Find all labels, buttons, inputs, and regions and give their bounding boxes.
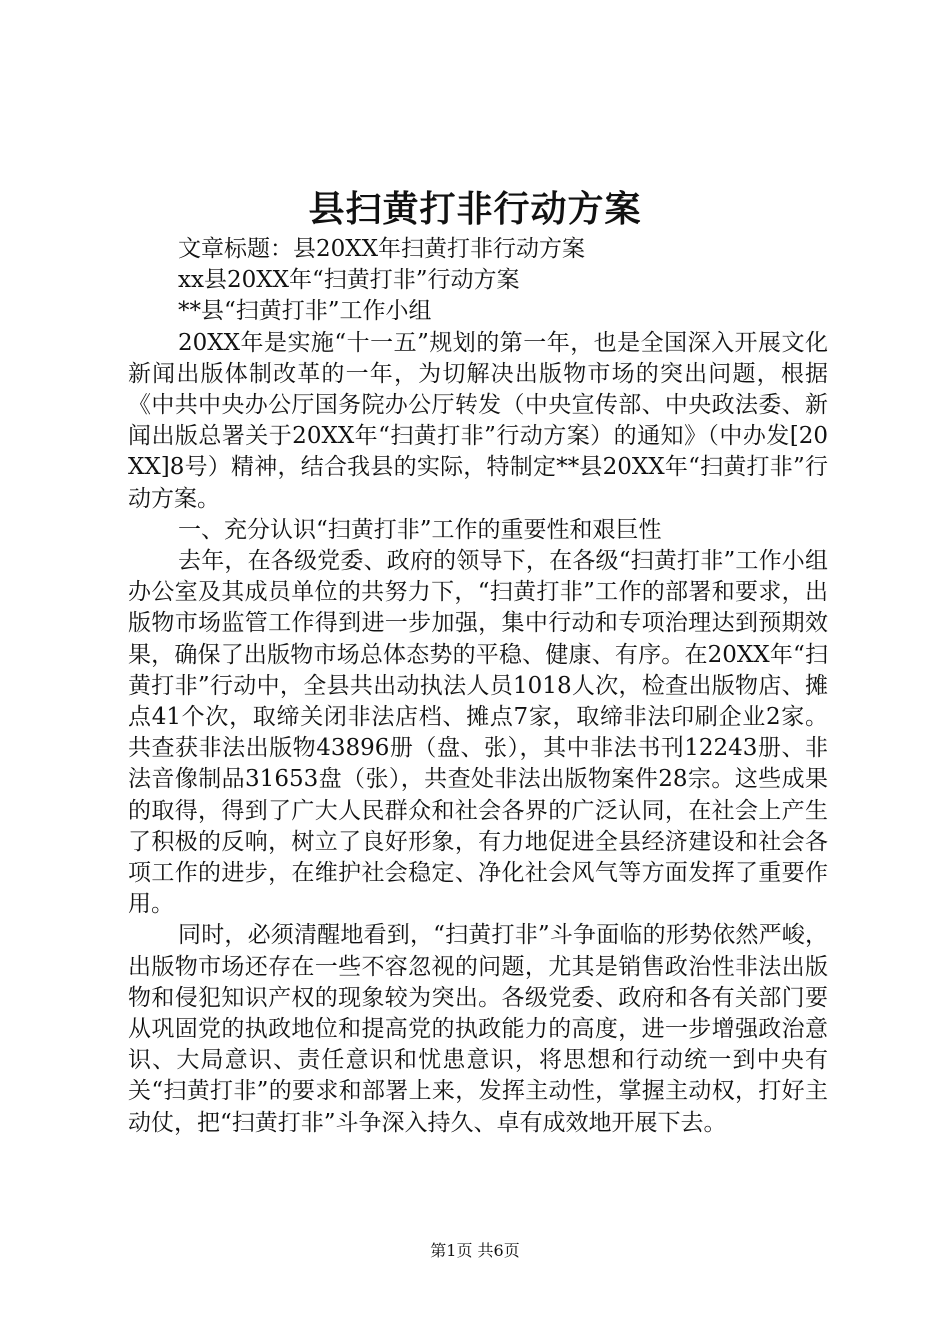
document-title: 县扫黄打非行动方案	[308, 188, 642, 230]
issuer-line: **县“扫黄打非”工作小组	[178, 298, 432, 325]
document-body	[128, 234, 828, 1139]
intro-paragraph: 20XX年是实施“十一五”规划的第一年，也是全国深入开展文化新闻出版体制改革的一年，为切解决出版物市场的突出问题，根据《中共中央办公厅国务院办公厅转发（中央宣传部、中央政法委、新闻出版总署关于20XX年“扫黄打非”行动方案）的通知》（中办发[20XX]8号）精神，结合我县的实际，特制定**县20XX年“扫黄打非”行动方案。	[128, 329, 828, 512]
article-title-line: 文章标题：县20XX年扫黄打非行动方案	[178, 236, 586, 262]
section-heading-1: 一、充分认识“扫黄打非”工作的重要性和艰巨性	[178, 516, 662, 543]
situation-paragraph: 同时，必须清醒地看到，“扫黄打非”斗争面临的形势依然严峻，出版物市场还存在一些不容忽视的问题，尤其是销售政治性非法出版物和侵犯知识产权的现象较为突出。各级党委、政府和各有关部门要从巩固党的执政地位和提高党的执政能力的高度，进一步增强政治意识、大局意识、责任意识和忧患意识，将思想和行动统一到中央有关“扫黄打非”的要求和部署上来，发挥主动性，掌握主动权，打好主动仗，把“扫黄打非”斗争深入持久、卓有成效地开展下去。	[128, 922, 828, 1136]
page-number-footer: 第1页 共6页	[430, 1241, 520, 1260]
plan-name-line: xx县20XX年“扫黄打非”行动方案	[178, 267, 520, 294]
results-paragraph: 去年，在各级党委、政府的领导下，在各级“扫黄打非”工作小组办公室及其成员单位的共努力下，“扫黄打非”工作的部署和要求，出版物市场监管工作得到进一步加强，集中行动和专项治理达到预期效果，确保了出版物市场总体态势的平稳、健康、有序。在20XX年“扫黄打非”行动中，全县共出动执法人员1018人次，检查出版物店、摊点41个次，取缔关闭非法店档、摊点7家，取缔非法印刷企业2家。共查获非法出版物43896册（盘、张），其中非法书刊12243册、非法音像制品31653盘（张），共查处非法出版物案件28宗。这些成果的取得，得到了广大人民群众和社会各界的广泛认同，在社会上产生了积极的反响，树立了良好形象，有力地促进全县经济建设和社会各项工作的进步，在维护社会稳定、净化社会风气等方面发挥了重要作用。	[128, 548, 828, 918]
